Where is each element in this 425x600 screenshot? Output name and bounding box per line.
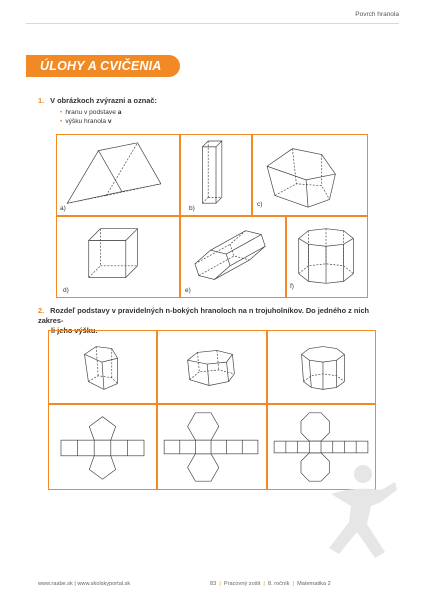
figure-cell-pentagon-net[interactable] bbox=[48, 404, 157, 490]
bullet-item bbox=[60, 117, 121, 126]
figure-cell-f[interactable] bbox=[286, 216, 368, 298]
bullet-item bbox=[60, 108, 121, 117]
figure-cell-b[interactable] bbox=[180, 134, 252, 216]
footer-links: www.raabe.sk | www.skolskyportal.sk bbox=[38, 581, 131, 587]
header-divider bbox=[26, 23, 399, 24]
pentagonal-prism-figure bbox=[253, 135, 367, 215]
bullet-symbol: v bbox=[107, 118, 112, 125]
bullet-icon: • bbox=[60, 109, 63, 116]
task1-number: 1. bbox=[38, 96, 45, 105]
figure-cell-hexagon-prism[interactable] bbox=[157, 330, 267, 404]
figure-label: c) bbox=[257, 201, 263, 208]
pentagonal-prism-figure bbox=[49, 331, 156, 403]
hexagonal-prism-lying-figure bbox=[181, 217, 285, 297]
footer-grade: 8. ročník bbox=[267, 581, 290, 587]
hexagonal-prism-figure bbox=[158, 331, 266, 403]
footer-book: Pracovný zošit bbox=[223, 581, 261, 587]
header-title: Povrch hranola bbox=[355, 11, 399, 18]
square-prism-figure bbox=[181, 135, 251, 215]
figure-label: a) bbox=[60, 205, 66, 212]
task2-line2: li jeho výšku. bbox=[51, 326, 98, 335]
bullet-text: hranu v podstave bbox=[65, 109, 116, 116]
figure-label: e) bbox=[185, 287, 191, 294]
figure-label: d) bbox=[63, 287, 69, 294]
figure-label: b) bbox=[189, 205, 195, 212]
section-title: ÚLOHY A CVIČENIA bbox=[26, 55, 180, 77]
pentagonal-prism-net-figure bbox=[49, 405, 156, 489]
figure-cell-octagon-prism[interactable] bbox=[267, 330, 376, 404]
bullet-text: výšku hranola bbox=[65, 118, 106, 125]
task1-bullets bbox=[60, 108, 121, 126]
cube-figure bbox=[57, 217, 179, 297]
figure-cell-a[interactable] bbox=[56, 134, 180, 216]
figure-cell-c[interactable] bbox=[252, 134, 368, 216]
footer-subject: Matematika 2 bbox=[297, 581, 331, 587]
figure-cell-e[interactable] bbox=[180, 216, 286, 298]
figure-cell-hexagon-net[interactable] bbox=[157, 404, 267, 490]
task2-number: 2. bbox=[38, 306, 45, 315]
figure-cell-pentagon-prism[interactable] bbox=[48, 330, 157, 404]
figure-label: f) bbox=[290, 283, 294, 290]
triangular-prism-figure bbox=[57, 135, 179, 215]
task1-text: V obrázkoch zvýrazni a označ: bbox=[50, 96, 157, 105]
task1-figure-grid bbox=[56, 134, 368, 298]
bullet-icon: • bbox=[60, 118, 63, 125]
page-number: 83 bbox=[210, 581, 217, 587]
figure-cell-d[interactable] bbox=[56, 216, 180, 298]
publisher-watermark-logo bbox=[311, 460, 399, 560]
octagonal-prism-figure bbox=[268, 331, 375, 403]
task1-heading bbox=[38, 96, 157, 106]
octagonal-prism-figure bbox=[287, 217, 367, 297]
task2-line1: 2. Rozdeľ podstavy v pravidelných n-bokých hranoloch na n trojuholníkov. Do jedného z nich zakres- bbox=[38, 306, 370, 325]
hexagonal-prism-net-figure bbox=[158, 405, 266, 489]
footer-info: 83 | Pracovný zošit | 8. ročník | Matematika 2 bbox=[210, 581, 331, 587]
bullet-symbol: a bbox=[117, 109, 122, 116]
